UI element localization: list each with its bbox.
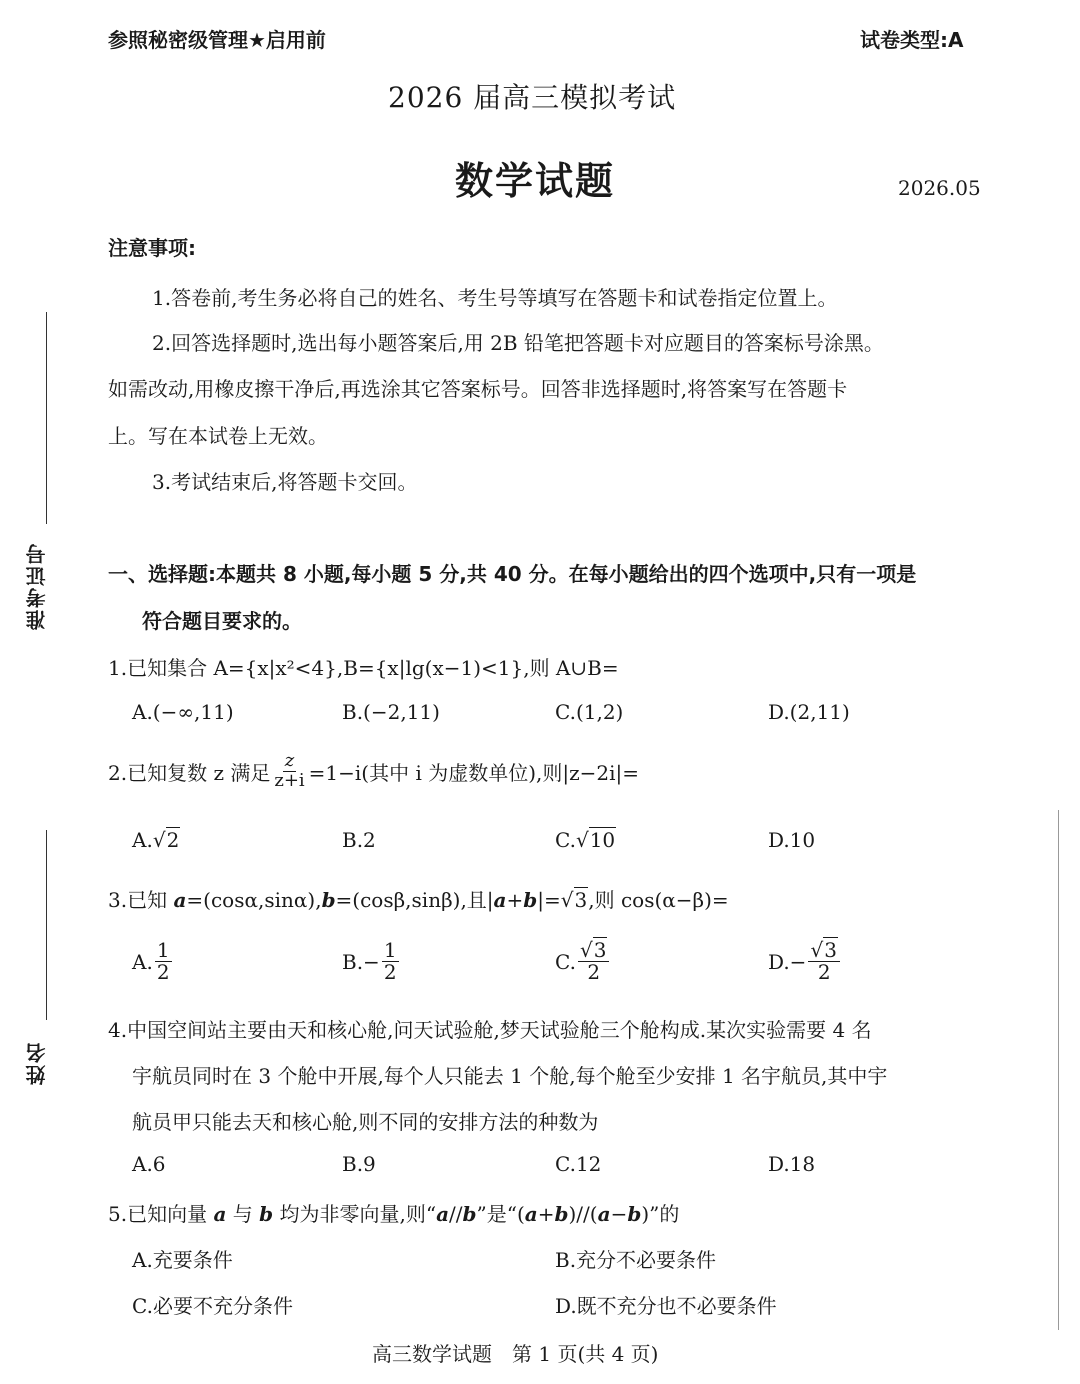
radical-sign: √ bbox=[575, 828, 589, 852]
question-1-option-c: C.(1,2) bbox=[555, 700, 624, 724]
q5-part: )//( bbox=[568, 1202, 598, 1226]
question-2-fraction-denominator: z+i bbox=[274, 769, 305, 791]
vector-b: b bbox=[321, 888, 336, 912]
plus-sign: + bbox=[506, 888, 524, 912]
section-1-heading-line-2: 符合题目要求的。 bbox=[142, 609, 302, 633]
vector-b: b bbox=[554, 1202, 569, 1226]
right-margin-rule bbox=[1058, 810, 1059, 1330]
q5-part: 与 bbox=[226, 1202, 260, 1226]
question-3-stem bbox=[108, 884, 729, 913]
question-5-option-d: D.既不充分也不必要条件 bbox=[555, 1294, 777, 1318]
vector-a: a bbox=[173, 888, 187, 912]
question-3-option-d-fraction bbox=[808, 940, 839, 983]
page-footer: 高三数学试题 第 1 页(共 4 页) bbox=[372, 1342, 659, 1366]
secret-notice: 参照秘密级管理★启用前 bbox=[108, 28, 326, 52]
question-3-stem-part-1: 3.已知 bbox=[108, 888, 174, 912]
admission-number-label: 准考证号 bbox=[25, 542, 49, 630]
question-3-option-c-fraction bbox=[578, 940, 609, 983]
q5-part: + bbox=[537, 1202, 555, 1226]
question-2-option-a-radicand: 2 bbox=[166, 828, 180, 852]
question-3-option-c bbox=[555, 940, 611, 983]
radical-sign: √ bbox=[810, 938, 824, 962]
question-3-option-b-fraction bbox=[382, 940, 399, 983]
notice-item-3: 3.考试结束后,将答题卡交回。 bbox=[152, 470, 418, 494]
question-3-stem-part-2: =(cosα,sinα), bbox=[186, 888, 322, 912]
question-1-stem: 1.已知集合 A={x|x²<4},B={x|lg(x−1)<1},则 A∪B= bbox=[108, 656, 619, 680]
question-4-option-b: B.9 bbox=[342, 1152, 376, 1176]
exam-date: 2026.05 bbox=[898, 176, 981, 200]
question-3-option-a bbox=[132, 940, 174, 983]
fraction-numerator bbox=[578, 940, 609, 962]
question-5-option-c: C.必要不充分条件 bbox=[132, 1294, 293, 1318]
notice-item-2-line-2: 如需改动,用橡皮擦干净后,再选涂其它答案标号。回答非选择题时,将答案写在答题卡 bbox=[108, 377, 848, 401]
question-2-fraction-numerator: z bbox=[284, 750, 295, 771]
question-2-stem-prefix: 2.已知复数 z 满足 bbox=[108, 760, 271, 785]
vector-b: b bbox=[627, 1202, 642, 1226]
side-divider-line-bottom bbox=[46, 830, 47, 1020]
q5-part: 5.已知向量 bbox=[108, 1202, 214, 1226]
question-2-stem-suffix: =1−i(其中 i 为虚数单位),则|z−2i|= bbox=[308, 760, 640, 785]
fraction-denominator: 2 bbox=[156, 960, 170, 984]
radicand: 3 bbox=[593, 938, 607, 962]
notice-item-2-line-3: 上。写在本试卷上无效。 bbox=[108, 424, 328, 448]
fraction-numerator: 1 bbox=[383, 938, 397, 962]
question-3-stem-part-3: =(cosβ,sinβ),且| bbox=[335, 888, 494, 912]
question-4-line-1: 4.中国空间站主要由天和核心舱,问天试验舱,梦天试验舱三个舱构成.某次实验需要 4 名 bbox=[108, 1018, 872, 1042]
radicand: 3 bbox=[824, 938, 837, 962]
question-3-option-c-label: C. bbox=[555, 949, 576, 974]
question-2-fraction bbox=[272, 752, 306, 791]
notice-heading: 注意事项: bbox=[108, 236, 196, 260]
question-2-option-c bbox=[555, 828, 616, 852]
paper-type: 试卷类型:A bbox=[860, 28, 964, 52]
question-1-option-b: B.(−2,11) bbox=[342, 700, 440, 724]
notice-item-1: 1.答卷前,考生务必将自己的姓名、考生号等填写在答题卡和试卷指定位置上。 bbox=[152, 286, 838, 310]
question-2-option-d: D.10 bbox=[768, 828, 816, 852]
question-4-option-a: A.6 bbox=[132, 1152, 166, 1176]
question-3-option-b-label: B.− bbox=[342, 949, 380, 974]
page-title: 数学试题 bbox=[455, 159, 616, 203]
vector-a: a bbox=[493, 888, 507, 912]
question-4-option-c: C.12 bbox=[555, 1152, 602, 1176]
vector-b: b bbox=[259, 1202, 274, 1226]
section-1-heading-line-1: 一、选择题:本题共 8 小题,每小题 5 分,共 40 分。在每小题给出的四个选项中,只有一项是 bbox=[108, 562, 917, 586]
q5-part: // bbox=[449, 1202, 463, 1226]
question-3-stem-part-4: |= bbox=[537, 888, 561, 912]
name-label: 姓名 bbox=[25, 1041, 49, 1085]
question-2-option-a-label: A. bbox=[132, 828, 153, 852]
question-2-option-a bbox=[132, 828, 180, 852]
question-2-option-b: B.2 bbox=[342, 828, 376, 852]
radical-sign: √ bbox=[152, 828, 166, 852]
question-3-option-a-label: A. bbox=[132, 949, 153, 974]
question-4-option-d: D.18 bbox=[768, 1152, 816, 1176]
question-5-option-a: A.充要条件 bbox=[132, 1248, 233, 1272]
question-3-stem-part-5: ,则 cos(α−β)= bbox=[588, 888, 729, 912]
vector-b: b bbox=[523, 888, 538, 912]
question-2-option-c-label: C. bbox=[555, 828, 576, 852]
q5-part: − bbox=[610, 1202, 628, 1226]
fraction-denominator: 2 bbox=[587, 960, 601, 984]
fraction-denominator: 2 bbox=[383, 960, 397, 984]
notice-item-2-line-1: 2.回答选择题时,选出每小题答案后,用 2B 铅笔把答题卡对应题目的答案标号涂黑。 bbox=[152, 331, 884, 355]
vector-a: a bbox=[524, 1202, 538, 1226]
question-3-option-b bbox=[342, 940, 401, 983]
question-3-option-d bbox=[768, 940, 842, 983]
exam-name: 2026 届高三模拟考试 bbox=[388, 81, 677, 114]
question-1-option-d: D.(2,11) bbox=[768, 700, 850, 724]
question-1-option-a: A.(−∞,11) bbox=[132, 700, 234, 724]
radical-sign: √ bbox=[560, 888, 574, 912]
question-2-stem bbox=[108, 752, 639, 791]
q5-part: )”的 bbox=[641, 1202, 680, 1226]
fraction-numerator bbox=[808, 940, 839, 962]
question-3-option-d-label: D.− bbox=[768, 949, 807, 974]
question-3-option-a-fraction bbox=[155, 940, 172, 983]
question-3-stem-radicand: 3 bbox=[574, 888, 588, 912]
vector-a: a bbox=[436, 1202, 450, 1226]
q5-part: 均为非零向量,则“ bbox=[273, 1202, 437, 1226]
question-2-option-c-radicand: 10 bbox=[589, 828, 616, 852]
side-divider-line-top bbox=[46, 312, 47, 524]
question-5-option-b: B.充分不必要条件 bbox=[555, 1248, 717, 1272]
vector-a: a bbox=[213, 1202, 227, 1226]
fraction-numerator: 1 bbox=[156, 938, 170, 962]
radical-sign: √ bbox=[579, 938, 593, 962]
fraction-denominator: 2 bbox=[817, 960, 831, 984]
question-4-line-2: 宇航员同时在 3 个舱中开展,每个人只能去 1 个舱,每个舱至少安排 1 名宇航员,其中宇 bbox=[132, 1064, 888, 1088]
q5-part: ”是“( bbox=[476, 1202, 525, 1226]
question-4-line-3: 航员甲只能去天和核心舱,则不同的安排方法的种数为 bbox=[132, 1110, 599, 1134]
vector-a: a bbox=[597, 1202, 611, 1226]
vector-b: b bbox=[462, 1202, 477, 1226]
question-5-stem bbox=[108, 1198, 679, 1227]
